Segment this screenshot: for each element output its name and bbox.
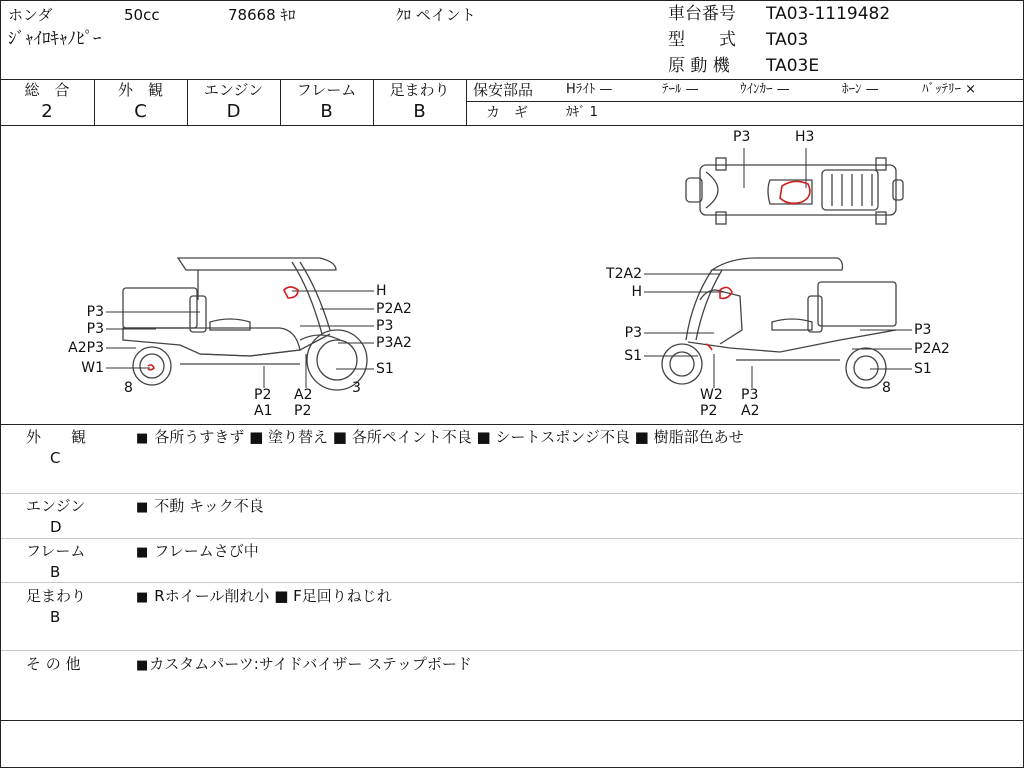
- right-label-8: 8: [882, 380, 891, 396]
- divider: [0, 720, 1024, 721]
- right-label-w2: W2: [700, 387, 723, 403]
- divider: [0, 650, 1024, 651]
- model-name: ｼﾞｬｲﾛｷｬﾉﾋﾟｰ: [8, 29, 102, 49]
- divider: [0, 493, 1024, 494]
- frame-grade-value: B: [320, 101, 333, 122]
- left-view-drawing: [123, 258, 367, 390]
- winker-status: ｳｲﾝｶｰ —: [740, 82, 790, 97]
- remark-grade: D: [50, 518, 62, 536]
- left-label-s1: S1: [376, 361, 394, 377]
- maker: ホンダ: [8, 6, 53, 24]
- right-label-s1-b: S1: [914, 361, 932, 377]
- remark-label: 足まわり: [26, 587, 87, 605]
- right-label-p2: P2: [700, 403, 718, 419]
- remark-text: ■ 不動 キック不良: [136, 497, 264, 515]
- left-label-p2: P2: [254, 387, 272, 403]
- left-label-a2p3: A2P3: [68, 340, 104, 356]
- engine-grade-value: D: [226, 101, 241, 122]
- exterior-grade-label: 外 観: [117, 81, 163, 99]
- color: ｸﾛ ペイント: [396, 6, 476, 24]
- chassis-value: TA03-1119482: [766, 4, 891, 24]
- top-view-drawing: [686, 158, 903, 224]
- divider: [0, 582, 1024, 583]
- suspension-grade-value: B: [413, 101, 426, 122]
- remark-label: 外 観: [26, 428, 87, 446]
- overall-grade-value: 2: [41, 101, 53, 122]
- top-label-h3: H3: [795, 129, 815, 145]
- key-label: カ ギ: [486, 105, 528, 121]
- leader-lines: [106, 148, 912, 388]
- type-value: TA03: [766, 30, 809, 50]
- left-label-p2a2: P2A2: [376, 301, 412, 317]
- divider: [0, 424, 1024, 425]
- remark-label: フレーム: [26, 542, 86, 560]
- right-label-p3: P3: [624, 325, 642, 341]
- left-label-w1: W1: [81, 360, 104, 376]
- engine-model-value: TA03E: [766, 56, 820, 76]
- right-label-h: H: [631, 284, 642, 300]
- remark-grade: C: [50, 449, 61, 467]
- left-label-3: 3: [352, 380, 361, 396]
- left-label-p3a2: P3A2: [376, 335, 412, 351]
- safety-parts-label: 保安部品: [473, 81, 534, 99]
- suspension-grade-label: 足まわり: [389, 81, 450, 99]
- remark-grade: B: [50, 608, 61, 626]
- left-label-a2: A2: [294, 387, 313, 403]
- left-label-h: H: [376, 283, 387, 299]
- remark-label: そ の 他: [26, 655, 81, 673]
- mileage: 78668 ｷﾛ: [228, 6, 296, 24]
- horn-status: ﾎｰﾝ —: [842, 82, 879, 97]
- right-label-p3-c: P3: [741, 387, 759, 403]
- right-view-drawing: [662, 258, 896, 388]
- right-label-t2a2: T2A2: [606, 266, 642, 282]
- battery-status: ﾊﾞｯﾃﾘｰ ×: [922, 82, 977, 97]
- right-label-p3-b: P3: [914, 322, 932, 338]
- remark-text: ■ 各所うすきず ■ 塗り替え ■ 各所ペイント不良 ■ シートスポンジ不良 ■ 樹脂部色あせ: [136, 428, 744, 446]
- left-label-p3-a: P3: [86, 304, 104, 320]
- engine-grade-label: エンジン: [203, 81, 264, 99]
- engine-model-label: 原 動 機: [668, 56, 730, 76]
- left-label-p3-b: P3: [86, 321, 104, 337]
- left-label-a1: A1: [254, 403, 273, 419]
- remark-text: ■ フレームさび中: [136, 542, 259, 560]
- tail-status: ﾃｰﾙ —: [662, 82, 699, 97]
- remark-text: ■ Rホイール削れ小 ■ F足回りねじれ: [136, 587, 392, 605]
- right-label-a2: A2: [741, 403, 760, 419]
- left-label-8: 8: [124, 380, 133, 396]
- chassis-label: 車台番号: [668, 4, 736, 24]
- damage-marks: [148, 181, 810, 369]
- type-label: 型 式: [668, 30, 736, 50]
- right-label-p2a2: P2A2: [914, 341, 950, 357]
- top-label-p3: P3: [733, 129, 751, 145]
- frame-grade-label: フレーム: [296, 81, 357, 99]
- overall-grade-label: 総 合: [24, 81, 70, 99]
- displacement: 50cc: [124, 6, 160, 24]
- remark-grade: B: [50, 563, 61, 581]
- divider: [0, 538, 1024, 539]
- left-label-p3-c: P3: [376, 318, 394, 334]
- key-value: ｶｷﾞ 1: [566, 105, 598, 120]
- remark-text: ■カスタムパーツ:サイドバイザー ステップボード: [136, 655, 472, 673]
- remark-label: エンジン: [26, 497, 86, 515]
- left-label-p2-b: P2: [294, 403, 312, 419]
- headlight-status: Hﾗｲﾄ —: [566, 82, 613, 97]
- right-label-s1: S1: [624, 348, 642, 364]
- exterior-grade-value: C: [134, 101, 147, 122]
